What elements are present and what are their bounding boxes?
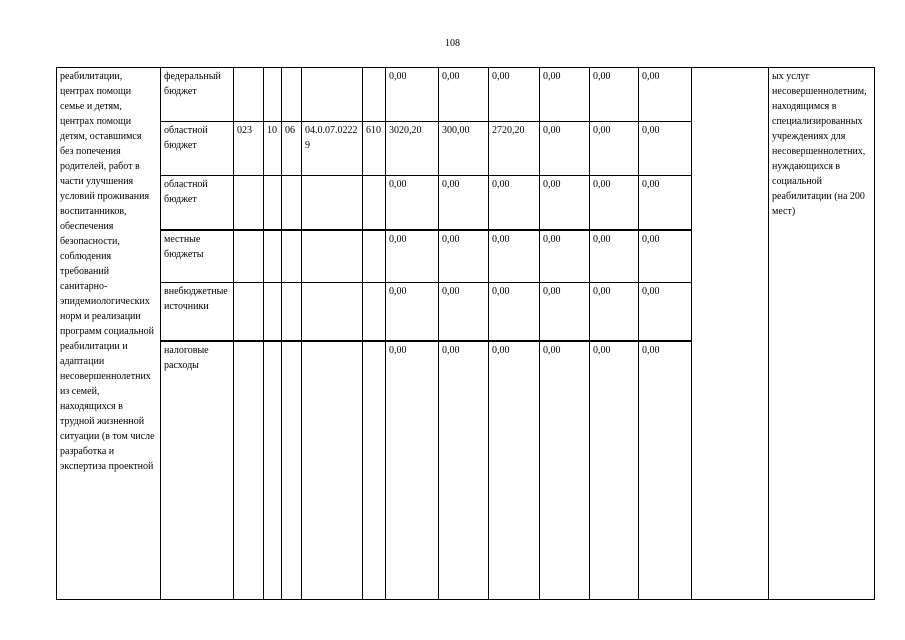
rz-cell <box>264 230 282 283</box>
vr-cell <box>363 341 386 600</box>
year4-cell: 0,00 <box>590 283 639 341</box>
total-cell: 0,00 <box>386 176 439 230</box>
funding-source-cell: внебюджетные источники <box>161 283 234 341</box>
pr-cell <box>282 176 302 230</box>
year5-cell: 0,00 <box>639 68 692 122</box>
total-cell: 3020,20 <box>386 122 439 176</box>
grbs-cell <box>234 68 264 122</box>
year2-cell: 2720,20 <box>489 122 540 176</box>
csr-cell <box>302 341 363 600</box>
year1-cell: 0,00 <box>439 68 489 122</box>
year2-cell: 0,00 <box>489 176 540 230</box>
year5-cell: 0,00 <box>639 230 692 283</box>
year4-cell: 0,00 <box>590 176 639 230</box>
executor-cell <box>692 68 769 600</box>
year3-cell: 0,00 <box>540 68 590 122</box>
vr-cell <box>363 230 386 283</box>
year1-cell: 0,00 <box>439 176 489 230</box>
rz-cell <box>264 68 282 122</box>
vr-cell: 610 <box>363 122 386 176</box>
csr-cell <box>302 68 363 122</box>
year2-cell: 0,00 <box>489 283 540 341</box>
funding-source-cell: местные бюджеты <box>161 230 234 283</box>
total-cell: 0,00 <box>386 283 439 341</box>
year2-cell: 0,00 <box>489 341 540 600</box>
csr-cell <box>302 230 363 283</box>
event-description-cell: реабилитации, центрах помощи семье и детям, центрах помощи детям, оставшимся без попечения родителей, работ в части улучшения условий проживания воспитанников, обеспечения безопасности, соблюдения требований санитарно-эпидемиологических норм и реализации программ социальной реабилитации и адаптации несовершеннолетних из семей, находящихся в трудной жизненной ситуации (в том числе разработка и экспертиза проектной <box>57 68 161 600</box>
page-number: 108 <box>445 38 460 49</box>
pr-cell <box>282 283 302 341</box>
year5-cell: 0,00 <box>639 341 692 600</box>
year3-cell: 0,00 <box>540 283 590 341</box>
funding-source-cell: налоговые расходы <box>161 341 234 600</box>
grbs-cell: 023 <box>234 122 264 176</box>
year1-cell: 0,00 <box>439 230 489 283</box>
year4-cell: 0,00 <box>590 230 639 283</box>
rz-cell: 10 <box>264 122 282 176</box>
table-row <box>57 68 875 122</box>
year4-cell: 0,00 <box>590 341 639 600</box>
year3-cell: 0,00 <box>540 341 590 600</box>
rz-cell <box>264 341 282 600</box>
grbs-cell <box>234 176 264 230</box>
pr-cell <box>282 341 302 600</box>
funding-source-cell: областной бюджет <box>161 176 234 230</box>
year3-cell: 0,00 <box>540 122 590 176</box>
pr-cell <box>282 230 302 283</box>
total-cell: 0,00 <box>386 341 439 600</box>
expected-result-cell: ых услуг несовершеннолетним, находящимся в специализированных учреждениях для несовершеннолетних, нуждающихся в социальной реабилитации (на 200 мест) <box>769 68 875 600</box>
vr-cell <box>363 176 386 230</box>
grbs-cell <box>234 341 264 600</box>
year5-cell: 0,00 <box>639 122 692 176</box>
funding-source-cell: федеральный бюджет <box>161 68 234 122</box>
vr-cell <box>363 283 386 341</box>
year1-cell: 0,00 <box>439 283 489 341</box>
csr-cell <box>302 176 363 230</box>
funding-source-cell: областной бюджет <box>161 122 234 176</box>
year1-cell: 300,00 <box>439 122 489 176</box>
year4-cell: 0,00 <box>590 122 639 176</box>
csr-cell <box>302 283 363 341</box>
year3-cell: 0,00 <box>540 230 590 283</box>
year2-cell: 0,00 <box>489 230 540 283</box>
pr-cell <box>282 68 302 122</box>
rz-cell <box>264 176 282 230</box>
rz-cell <box>264 283 282 341</box>
grbs-cell <box>234 230 264 283</box>
csr-cell: 04.0.07.02229 <box>302 122 363 176</box>
year1-cell: 0,00 <box>439 341 489 600</box>
year5-cell: 0,00 <box>639 283 692 341</box>
year5-cell: 0,00 <box>639 176 692 230</box>
year4-cell: 0,00 <box>590 68 639 122</box>
pr-cell: 06 <box>282 122 302 176</box>
vr-cell <box>363 68 386 122</box>
grbs-cell <box>234 283 264 341</box>
budget-table <box>56 67 875 600</box>
total-cell: 0,00 <box>386 68 439 122</box>
year3-cell: 0,00 <box>540 176 590 230</box>
year2-cell: 0,00 <box>489 68 540 122</box>
total-cell: 0,00 <box>386 230 439 283</box>
